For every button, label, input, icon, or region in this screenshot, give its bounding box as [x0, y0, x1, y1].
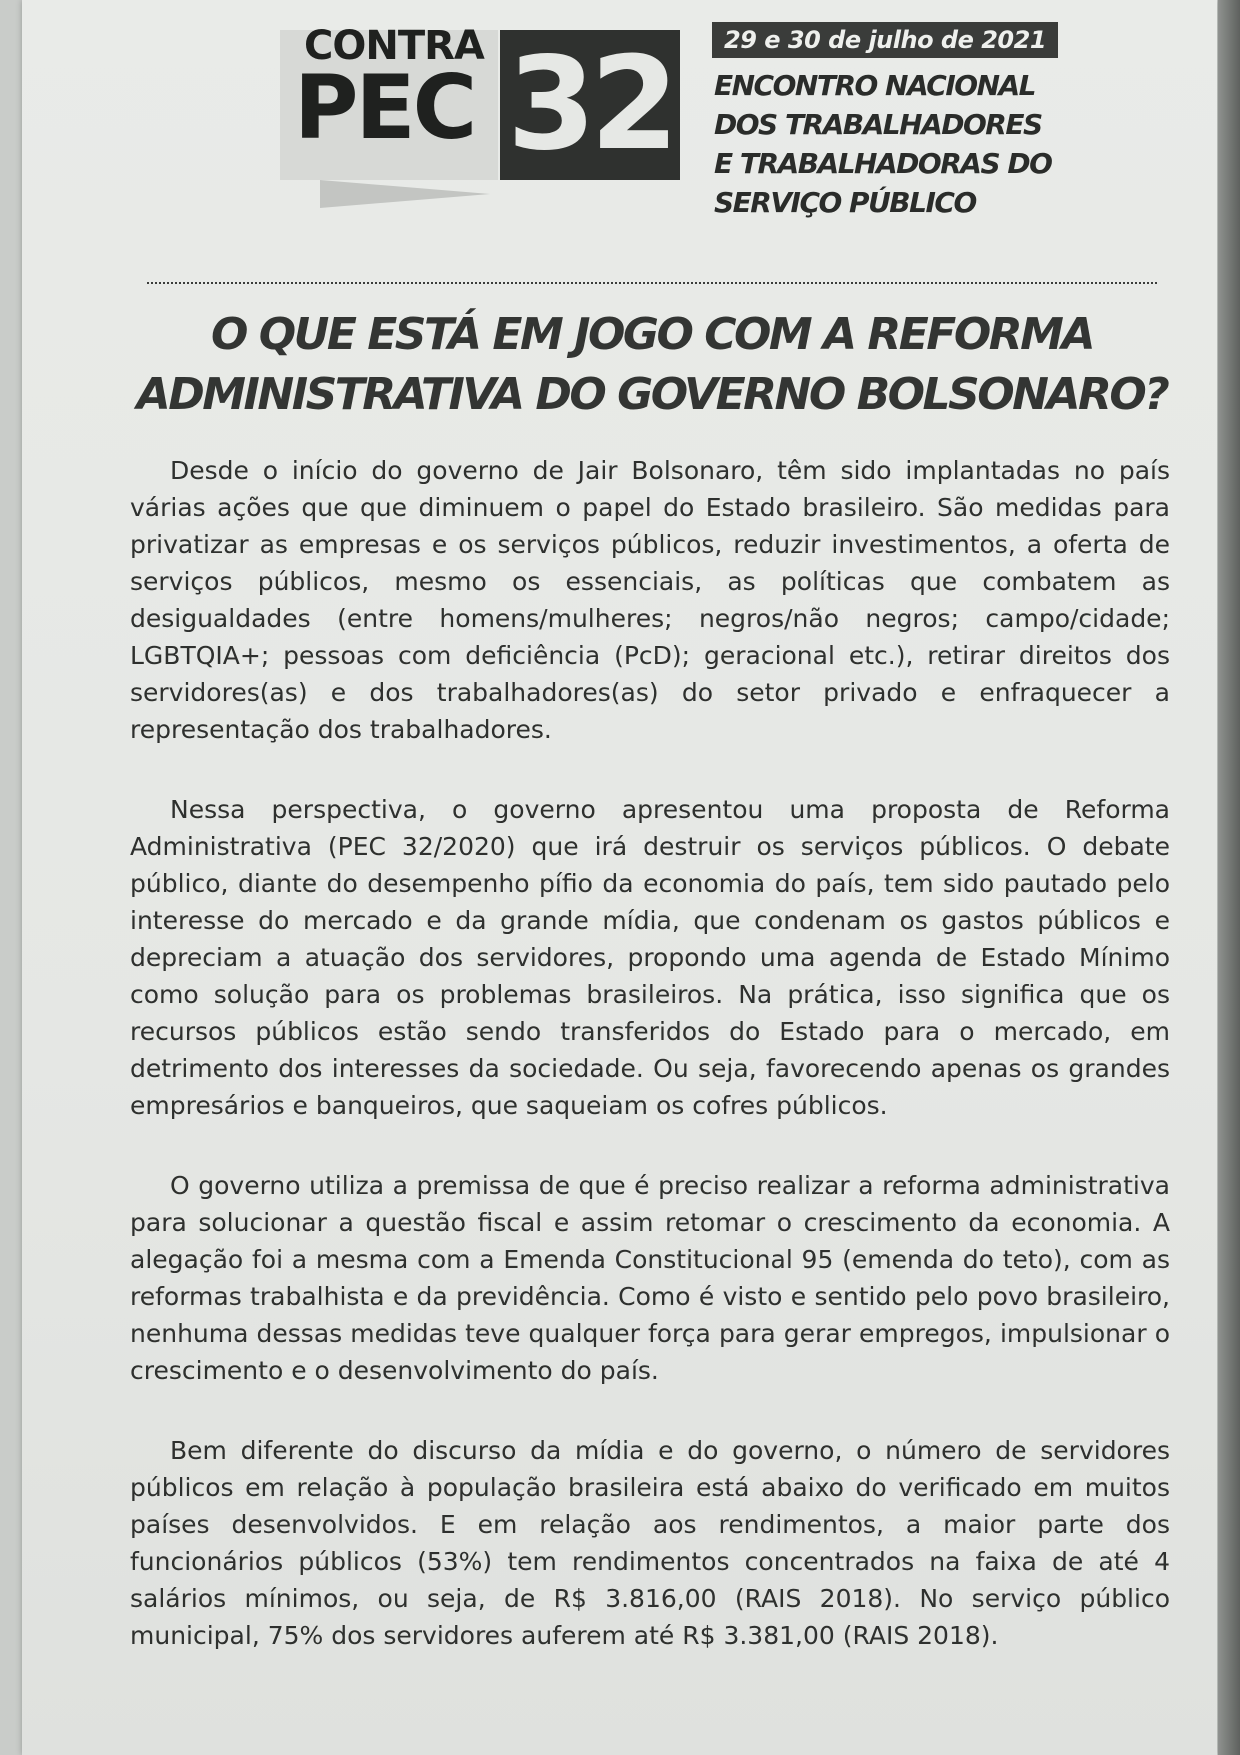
dotted-divider [147, 282, 1157, 284]
article-title [132, 305, 1172, 425]
event-title-line: DOS TRABALHADORES [714, 108, 1042, 141]
article-paragraph: Nessa perspectiva, o governo apresentou uma proposta de Reforma Administrativa (PEC 32/2020) que irá destruir os serviços públicos. O debate público, diante do desempenho pífio da economia do país, tem sido pautado pelo interesse do mercado e da grande mídia, que condenam os gastos públicos e depreciam a atuação dos servidores, propondo uma agenda de Estado Mínimo como solução para os problemas brasileiros. Na prática, isso significa que os recursos públicos estão sendo transferidos do Estado para o mercado, em detrimento dos interesses da sociedade. Ou seja, favorecendo apenas os grandes empresários e banqueiros, que saqueiam os cofres públicos. [130, 795, 1170, 1120]
logo-number: 32 [506, 30, 674, 179]
article-title-line-2: ADMINISTRATIVA DO GOVERNO BOLSONARO? [136, 369, 1168, 420]
article-paragraph: O governo utiliza a premissa de que é preciso realizar a reforma administrativa para solucionar a questão fiscal e assim retomar o crescimento da economia. A alegação foi a mesma com a Emenda Constitucional 95 (emenda do teto), com as reformas trabalhista e da previdência. Como é visto e sentido pelo povo brasileiro, nenhuma dessas medidas teve qualquer força para gerar empregos, impulsionar o crescimento e o desenvolvimento do país. [130, 1171, 1170, 1385]
event-title-line: E TRABALHADORAS DO [714, 147, 1052, 180]
logo-number-box [500, 30, 680, 180]
article-body [130, 452, 1170, 1697]
logo-contra-text: CONTRA [304, 23, 484, 69]
header [272, 22, 1072, 227]
arrow-decoration-icon [320, 180, 490, 208]
page-edge-shadow [1218, 0, 1240, 1755]
event-info [712, 22, 1072, 222]
event-title-line: SERVIÇO PÚBLICO [714, 186, 976, 219]
article-paragraph: Bem diferente do discurso da mídia e do governo, o número de servidores públicos em relação à população brasileira está abaixo do verificado em muitos países desenvolvidos. E em relação aos rendimentos, a maior parte dos funcionários públicos (53%) tem rendimentos concentrados na faixa de até 4 salários mínimos, ou seja, de R$ 3.816,00 (RAIS 2018). No serviço público municipal, 75% dos servidores auferem até R$ 3.381,00 (RAIS 2018). [130, 1436, 1170, 1650]
article-paragraph: Desde o início do governo de Jair Bolsonaro, têm sido implantadas no país várias ações que que diminuem o papel do Estado brasileiro. São medidas para privatizar as empresas e os serviços públicos, reduzir investimentos, a oferta de serviços públicos, mesmo os essenciais, as políticas que combatem as desigualdades (entre homens/mulheres; negros/não negros; campo/cidade; LGBTQIA+; pessoas com deficiência (PcD); geracional etc.), retirar direitos dos servidores(as) e dos trabalhadores(as) do setor privado e enfraquecer a representação dos trabalhadores. [130, 456, 1170, 744]
event-date-badge: 29 e 30 de julho de 2021 [712, 22, 1058, 58]
event-title [712, 66, 1072, 222]
logo-pec-text: PEC [294, 56, 475, 159]
article-title-line-1: O QUE ESTÁ EM JOGO COM A REFORMA [210, 309, 1093, 360]
event-title-line: ENCONTRO NACIONAL [714, 69, 1036, 102]
document-page [22, 0, 1217, 1755]
contra-pec-32-logo [280, 22, 680, 207]
